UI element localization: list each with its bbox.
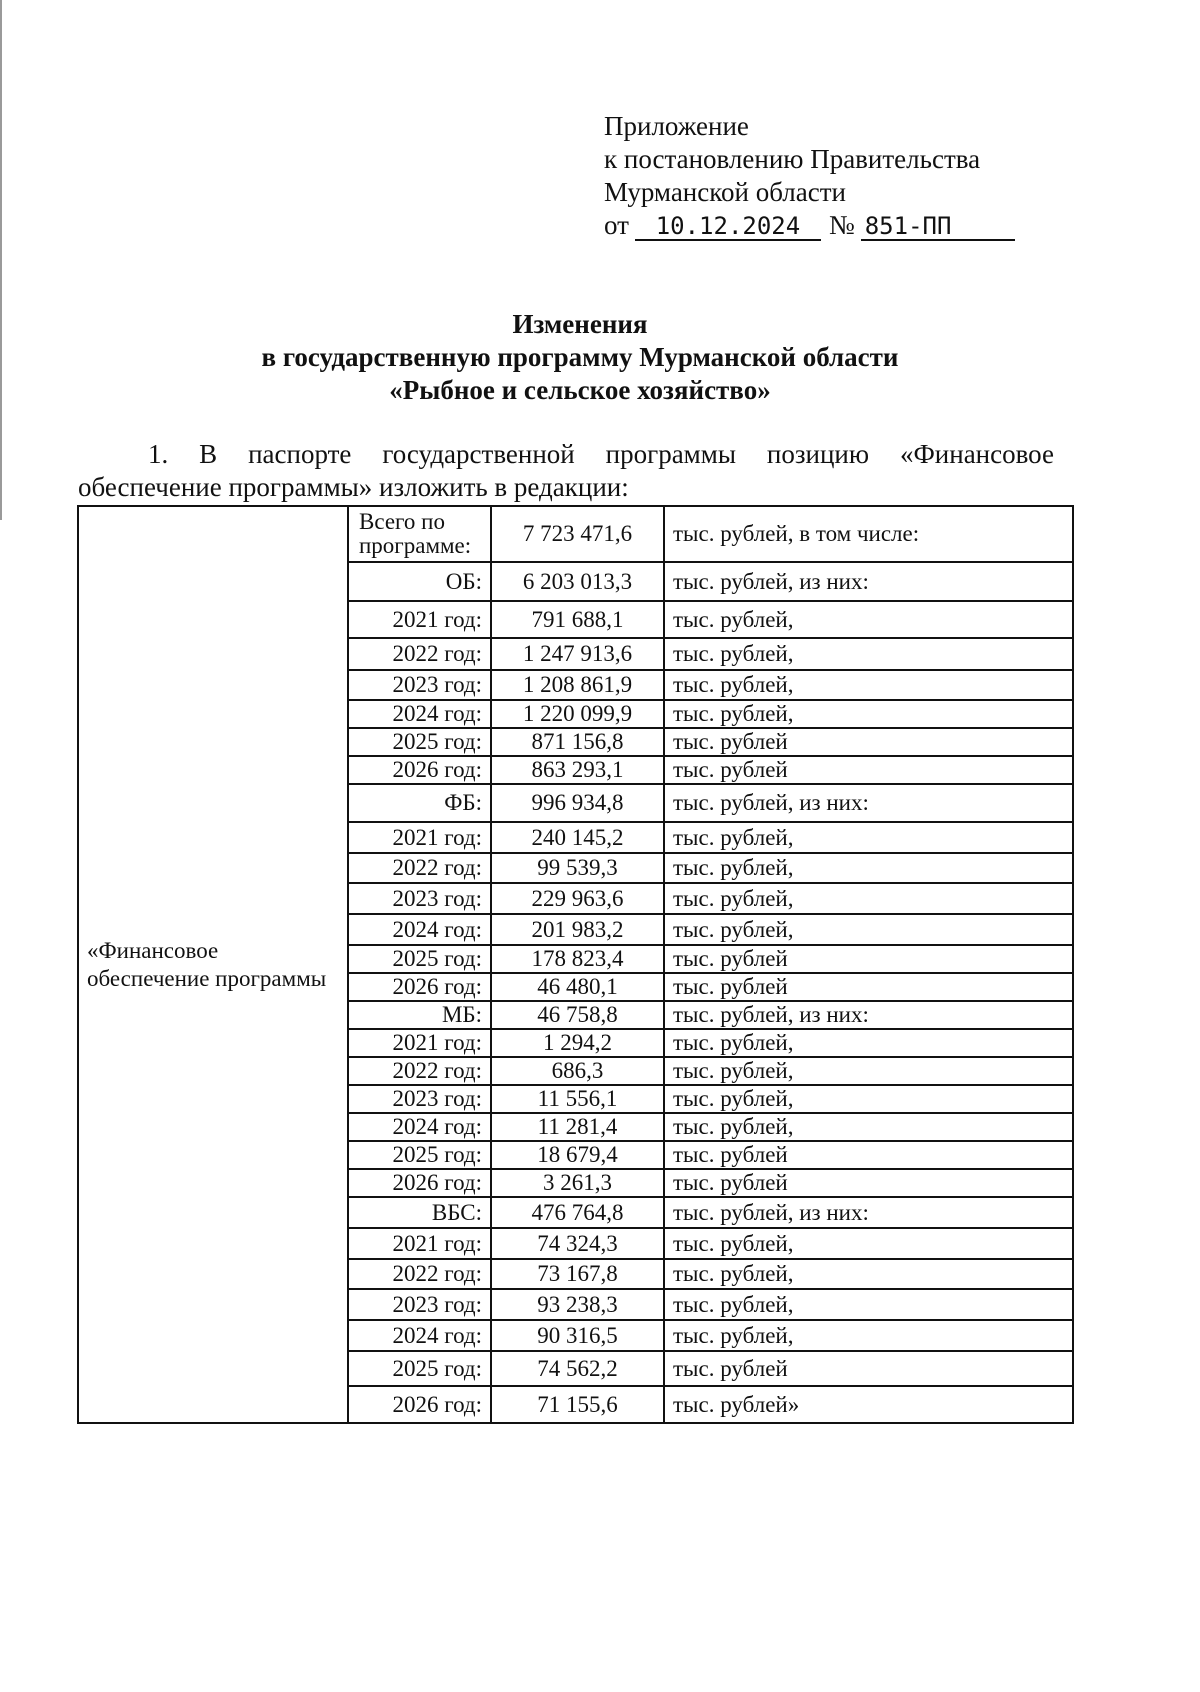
unit-cell: тыс. рублей,	[664, 883, 1073, 914]
amount-cell: 73 167,8	[491, 1259, 664, 1289]
amount-cell: 11 281,4	[491, 1113, 664, 1141]
unit-cell: тыс. рублей,	[664, 1085, 1073, 1113]
amount-cell: 240 145,2	[491, 822, 664, 853]
unit-cell: тыс. рублей, из них:	[664, 1001, 1073, 1029]
amount-cell: 74 562,2	[491, 1351, 664, 1386]
unit-cell: тыс. рублей,	[664, 670, 1073, 700]
unit-cell: тыс. рублей,	[664, 822, 1073, 853]
amount-cell: 90 316,5	[491, 1320, 664, 1351]
title-line-2: в государственную программу Мурманской области	[261, 342, 899, 372]
unit-cell: тыс. рублей,	[664, 1113, 1073, 1141]
document-date: 10.12.2024	[635, 213, 821, 241]
category-cell: ВБС:	[348, 1197, 491, 1228]
unit-cell: тыс. рублей,	[664, 853, 1073, 883]
amount-cell: 996 934,8	[491, 784, 664, 822]
amount-cell: 1 208 861,9	[491, 670, 664, 700]
category-cell: 2023 год:	[348, 670, 491, 700]
amount-cell: 1 220 099,9	[491, 700, 664, 728]
category-cell: 2026 год:	[348, 1169, 491, 1197]
amount-cell: 229 963,6	[491, 883, 664, 914]
amount-cell: 11 556,1	[491, 1085, 664, 1113]
category-cell: 2022 год:	[348, 853, 491, 883]
category-cell: 2025 год:	[348, 1141, 491, 1169]
category-cell: 2024 год:	[348, 914, 491, 945]
category-cell: 2022 год:	[348, 1259, 491, 1289]
paragraph-1: 1. В паспорте государственной программы позицию «Финансовое обеспечение программы» изложить в редакции:	[78, 439, 1054, 502]
category-cell: Всего по программе:	[348, 506, 491, 562]
category-cell: МБ:	[348, 1001, 491, 1029]
unit-cell: тыс. рублей,	[664, 1029, 1073, 1057]
appendix-subtitle: к постановлению Правительства	[604, 144, 981, 174]
appendix-header	[604, 110, 1015, 242]
appendix-region: Мурманской области	[604, 177, 846, 207]
amount-cell: 178 823,4	[491, 945, 664, 973]
amount-cell: 1 294,2	[491, 1029, 664, 1057]
unit-cell: тыс. рублей, из них:	[664, 784, 1073, 822]
category-cell: 2021 год:	[348, 1029, 491, 1057]
category-cell: 2022 год:	[348, 638, 491, 670]
category-cell: 2022 год:	[348, 1057, 491, 1085]
document-title	[80, 308, 1080, 407]
unit-cell: тыс. рублей»	[664, 1386, 1073, 1423]
title-line-3: «Рыбное и сельское хозяйство»	[389, 375, 771, 405]
amount-cell: 71 155,6	[491, 1386, 664, 1423]
unit-cell: тыс. рублей,	[664, 1259, 1073, 1289]
unit-cell: тыс. рублей,	[664, 700, 1073, 728]
category-cell: 2023 год:	[348, 883, 491, 914]
unit-cell: тыс. рублей	[664, 1141, 1073, 1169]
unit-cell: тыс. рублей, из них:	[664, 1197, 1073, 1228]
date-prefix: от	[604, 210, 629, 240]
unit-cell: тыс. рублей, из них:	[664, 562, 1073, 601]
amount-cell: 46 480,1	[491, 973, 664, 1001]
amount-cell: 3 261,3	[491, 1169, 664, 1197]
category-cell: 2025 год:	[348, 728, 491, 756]
unit-cell: тыс. рублей,	[664, 1228, 1073, 1259]
unit-cell: тыс. рублей	[664, 945, 1073, 973]
document-number: 851-ПП	[861, 213, 1015, 241]
scan-page-edge	[0, 0, 2, 520]
amount-cell: 1 247 913,6	[491, 638, 664, 670]
category-cell: 2021 год:	[348, 822, 491, 853]
category-cell: 2023 год:	[348, 1289, 491, 1320]
appendix-date-line	[604, 209, 1015, 242]
unit-cell: тыс. рублей,	[664, 914, 1073, 945]
category-cell: 2026 год:	[348, 973, 491, 1001]
number-prefix: №	[828, 210, 855, 240]
amount-cell: 93 238,3	[491, 1289, 664, 1320]
unit-cell: тыс. рублей, в том числе:	[664, 506, 1073, 562]
finance-table	[77, 505, 1074, 1424]
appendix-title: Приложение	[604, 111, 749, 141]
unit-cell: тыс. рублей	[664, 728, 1073, 756]
category-cell: 2026 год:	[348, 756, 491, 784]
unit-cell: тыс. рублей,	[664, 1320, 1073, 1351]
unit-cell: тыс. рублей	[664, 1169, 1073, 1197]
amount-cell: 476 764,8	[491, 1197, 664, 1228]
category-cell: 2024 год:	[348, 1113, 491, 1141]
category-cell: 2021 год:	[348, 1228, 491, 1259]
amount-cell: 99 539,3	[491, 853, 664, 883]
category-cell: 2024 год:	[348, 1320, 491, 1351]
category-cell: ФБ:	[348, 784, 491, 822]
title-line-1: Изменения	[512, 309, 648, 339]
amount-cell: 7 723 471,6	[491, 506, 664, 562]
amount-cell: 6 203 013,3	[491, 562, 664, 601]
position-label: «Финансовое обеспечение программы	[78, 506, 348, 1423]
unit-cell: тыс. рублей	[664, 973, 1073, 1001]
amount-cell: 18 679,4	[491, 1141, 664, 1169]
amount-cell: 46 758,8	[491, 1001, 664, 1029]
unit-cell: тыс. рублей,	[664, 601, 1073, 638]
category-cell: 2025 год:	[348, 1351, 491, 1386]
category-cell: 2024 год:	[348, 700, 491, 728]
amount-cell: 791 688,1	[491, 601, 664, 638]
amount-cell: 201 983,2	[491, 914, 664, 945]
unit-cell: тыс. рублей	[664, 756, 1073, 784]
category-cell: ОБ:	[348, 562, 491, 601]
finance-table-body	[78, 506, 1073, 1423]
amount-cell: 871 156,8	[491, 728, 664, 756]
unit-cell: тыс. рублей	[664, 1351, 1073, 1386]
unit-cell: тыс. рублей,	[664, 1057, 1073, 1085]
table-row	[78, 506, 1073, 562]
amount-cell: 686,3	[491, 1057, 664, 1085]
unit-cell: тыс. рублей,	[664, 638, 1073, 670]
category-cell: 2026 год:	[348, 1386, 491, 1423]
amount-cell: 74 324,3	[491, 1228, 664, 1259]
amount-cell: 863 293,1	[491, 756, 664, 784]
category-cell: 2025 год:	[348, 945, 491, 973]
unit-cell: тыс. рублей,	[664, 1289, 1073, 1320]
category-cell: 2023 год:	[348, 1085, 491, 1113]
category-cell: 2021 год:	[348, 601, 491, 638]
